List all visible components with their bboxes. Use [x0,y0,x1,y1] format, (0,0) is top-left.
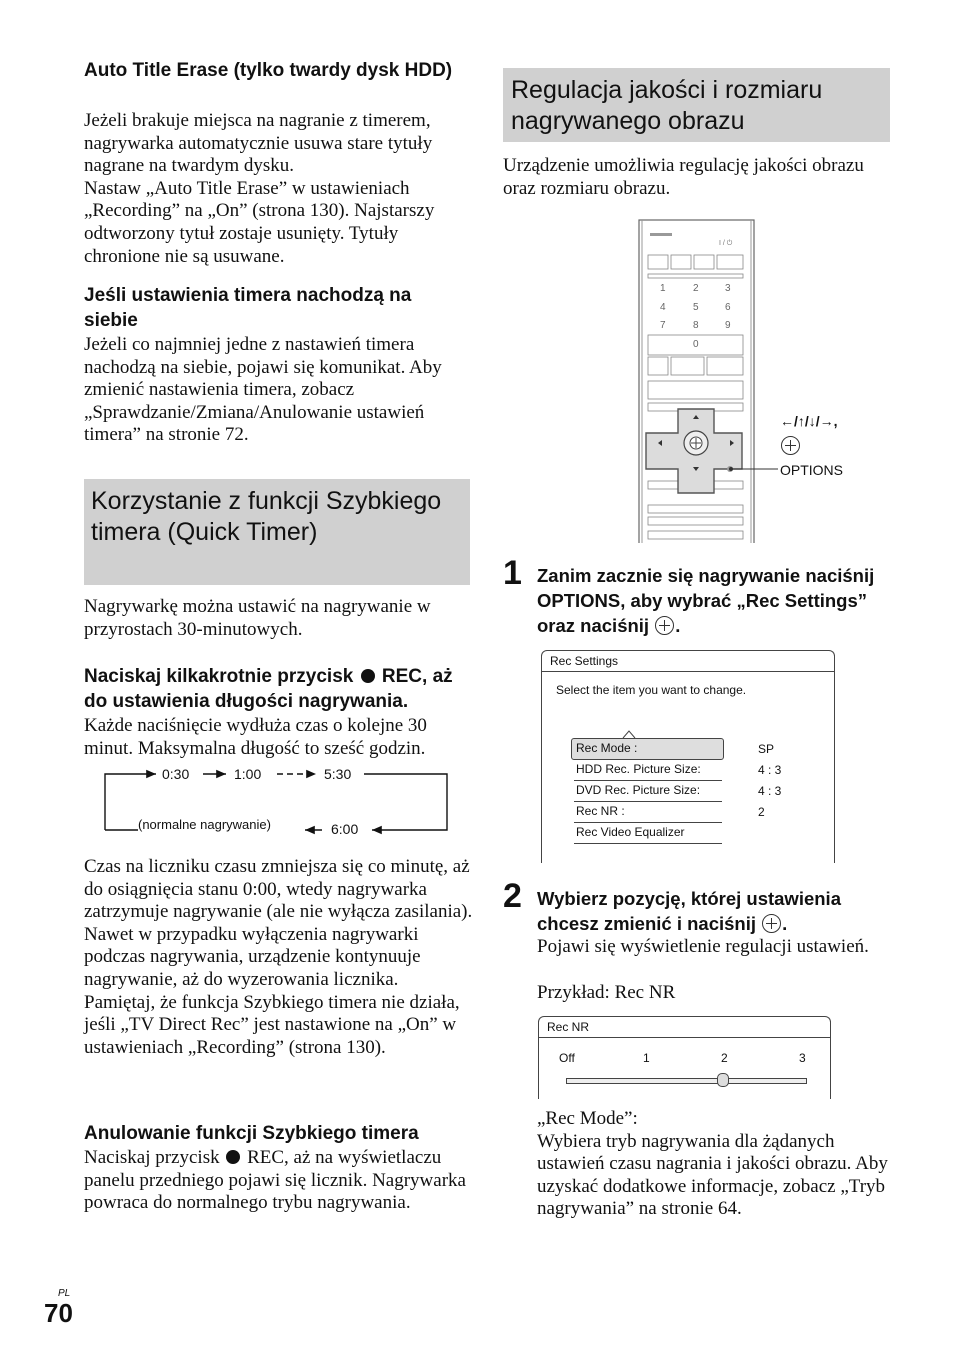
remote-key-4: 4 [660,302,666,313]
step-1-text [537,563,892,638]
page-number: 70 [44,1298,73,1328]
auto-title-erase-body: Jeżeli brakuje miejsca na nagranie z timerem, nagrywarka automatycznie usuwa stare tytuły nagrane na twardym dysku. Nastaw „Auto Title Erase” w ustawieniach „Recording” na „On” (strona 130). Najstarszy odtworzony tytuł zostaje usunięty. Tytuły chronione nie są usuwane. [84,110,435,267]
language-code: PL [58,1288,71,1299]
menu-value-rec-mode: SP [758,742,775,756]
remote-power-label: I / ⏻ [719,240,733,247]
step-2-end: . [782,913,788,934]
rec-nr-screen [538,1016,831,1099]
enter-icon [762,914,781,933]
rec-nr-slider-thumb[interactable] [717,1073,729,1087]
rec-settings-screen [541,650,835,863]
overlap-body: Jeżeli co najmniej jedne z nastawień timera nachodzą na siebie, pojawi się komunikat. Aby zmienić nastawienia timera, zobacz „Sprawdzanie/Zmiana/Anulowanie ustawień timera” na stronie 72. [84,334,442,446]
menu-item-hdd-picture-size[interactable]: HDD Rec. Picture Size: [574,761,722,781]
remote-key-6: 6 [725,302,731,313]
remote-key-9: 9 [725,320,731,331]
enter-icon [781,436,800,455]
quality-intro: Urządzenie umożliwia regulację jakości obrazu oraz rozmiaru obrazu. [503,155,864,199]
step-2-body: Pojawi się wyświetlenie regulacji ustawień. [537,936,869,957]
remote-key-0: 0 [693,339,699,350]
enter-icon [655,616,674,635]
menu-item-rec-mode[interactable]: Rec Mode : [576,741,638,755]
timer-countdown-body: Czas na liczniku czasu zmniejsza się co minutę, aż do osiągnięcia stanu 0:00, wtedy nagrywarka zatrzymuje nagrywanie (ale nie wyłącza zasilania). Nawet w przypadku wyłączenia nagrywarki podczas nagrywania, urządzenie kontynuuje nagrywanie, aż do wyzerowania licznika. Pamiętaj, że funkcja Szybkiego timera nie działa, jeśli „TV Direct Rec” jest nastawione na „On” w ustawieniach „Recording” (strona 130). [84,856,473,1058]
menu-item-dvd-picture-size[interactable]: DVD Rec. Picture Size: [574,782,722,802]
rec-nr-title: Rec NR [547,1020,590,1034]
rec-nr-slider-track[interactable] [566,1078,807,1084]
rec-dot-icon [226,1150,240,1164]
menu-item-rec-nr[interactable]: Rec NR : [574,803,722,823]
rec-nr-label-1: 1 [643,1051,650,1065]
step-1-end: . [675,615,681,636]
step-2-text [537,886,892,936]
step-1-number: 1 [503,554,522,592]
menu-value-dvd-picture-size: 4 : 3 [758,784,782,798]
rec-nr-label-2: 2 [721,1051,728,1065]
menu-value-rec-nr: 2 [758,805,765,819]
rec-settings-prompt: Select the item you want to change. [556,683,747,697]
cancel-quick-timer-heading: Anulowanie funkcji Szybkiego timera [84,1123,419,1144]
quick-timer-intro: Nagrywarkę można ustawić na nagrywanie w przyrostach 30-minutowych. [84,596,431,640]
cancel-quick-timer-body [84,1147,470,1215]
remote-key-8: 8 [693,320,699,331]
auto-title-erase-heading: Auto Title Erase (tylko twardy dysk HDD) [84,60,453,81]
remote-control-illustration [638,219,756,543]
diagram-time-530: 5:30 [324,766,352,782]
options-pointer-line [728,452,780,476]
options-label: OPTIONS [780,462,844,478]
example-label: Przykład: Rec NR [537,982,676,1003]
remote-key-1: 1 [660,283,666,294]
rec-settings-title: Rec Settings [550,654,619,668]
remote-key-5: 5 [693,302,699,313]
remote-key-7: 7 [660,320,666,331]
rec-settings-divider [542,671,834,672]
menu-value-hdd-picture-size: 4 : 3 [758,763,782,777]
rec-dot-icon [361,669,375,683]
up-caret-icon [622,730,636,739]
diagram-normal-label: (normalne nagrywanie) [138,817,271,832]
step-2-number: 2 [503,877,522,915]
remote-key-3: 3 [725,283,731,294]
quality-title: Regulacja jakości i rozmiaru nagrywanego obrazu [511,76,823,135]
arrow-keys-label: ←/↑/↓/→, [780,413,838,429]
remote-key-2: 2 [693,283,699,294]
rec-mode-description: „Rec Mode”: Wybiera tryb nagrywania dla żądanych ustawień czasu nagrania i jakości obrazu. Aby uzyskać dodatkowe informacje, zobacz „Tryb nagrywania” na stronie 64. [537,1108,888,1220]
step-1-main: Zanim zacznie się nagrywanie naciśnij OPTIONS, aby wybrać „Rec Settings” oraz naciśnij [537,565,875,636]
rec-nr-label-3: 3 [799,1051,806,1065]
diagram-time-600: 6:00 [331,821,359,837]
menu-item-rec-video-equalizer[interactable]: Rec Video Equalizer [574,824,722,844]
rec-press-heading-post: REC, aż do ustawienia długości nagrywania. [84,666,453,712]
cancel-body-post: REC, aż na wyświetlaczu panelu przedniego pojawi się licznik. Nagrywarka powraca do normalnego trybu nagrywania. [84,1147,466,1214]
overlap-heading: Jeśli ustawienia timera nachodzą na siebie [84,285,412,331]
diagram-time-100: 1:00 [234,766,262,782]
rec-press-heading [84,664,470,714]
rec-press-heading-pre: Naciskaj kilkakrotnie przycisk [84,666,354,687]
rec-press-body: Każde naciśnięcie wydłuża czas o kolejne 30 minut. Maksymalna długość to sześć godzin. [84,715,427,759]
rec-nr-label-off: Off [559,1051,575,1065]
rec-nr-divider [539,1037,830,1038]
diagram-time-030: 0:30 [162,766,190,782]
quick-timer-title: Korzystanie z funkcji Szybkiego timera (Quick Timer) [91,487,442,546]
cancel-body-pre: Naciskaj przycisk [84,1147,220,1168]
step-2-main: Wybierz pozycję, której ustawienia chcesz zmienić i naciśnij [537,888,841,934]
